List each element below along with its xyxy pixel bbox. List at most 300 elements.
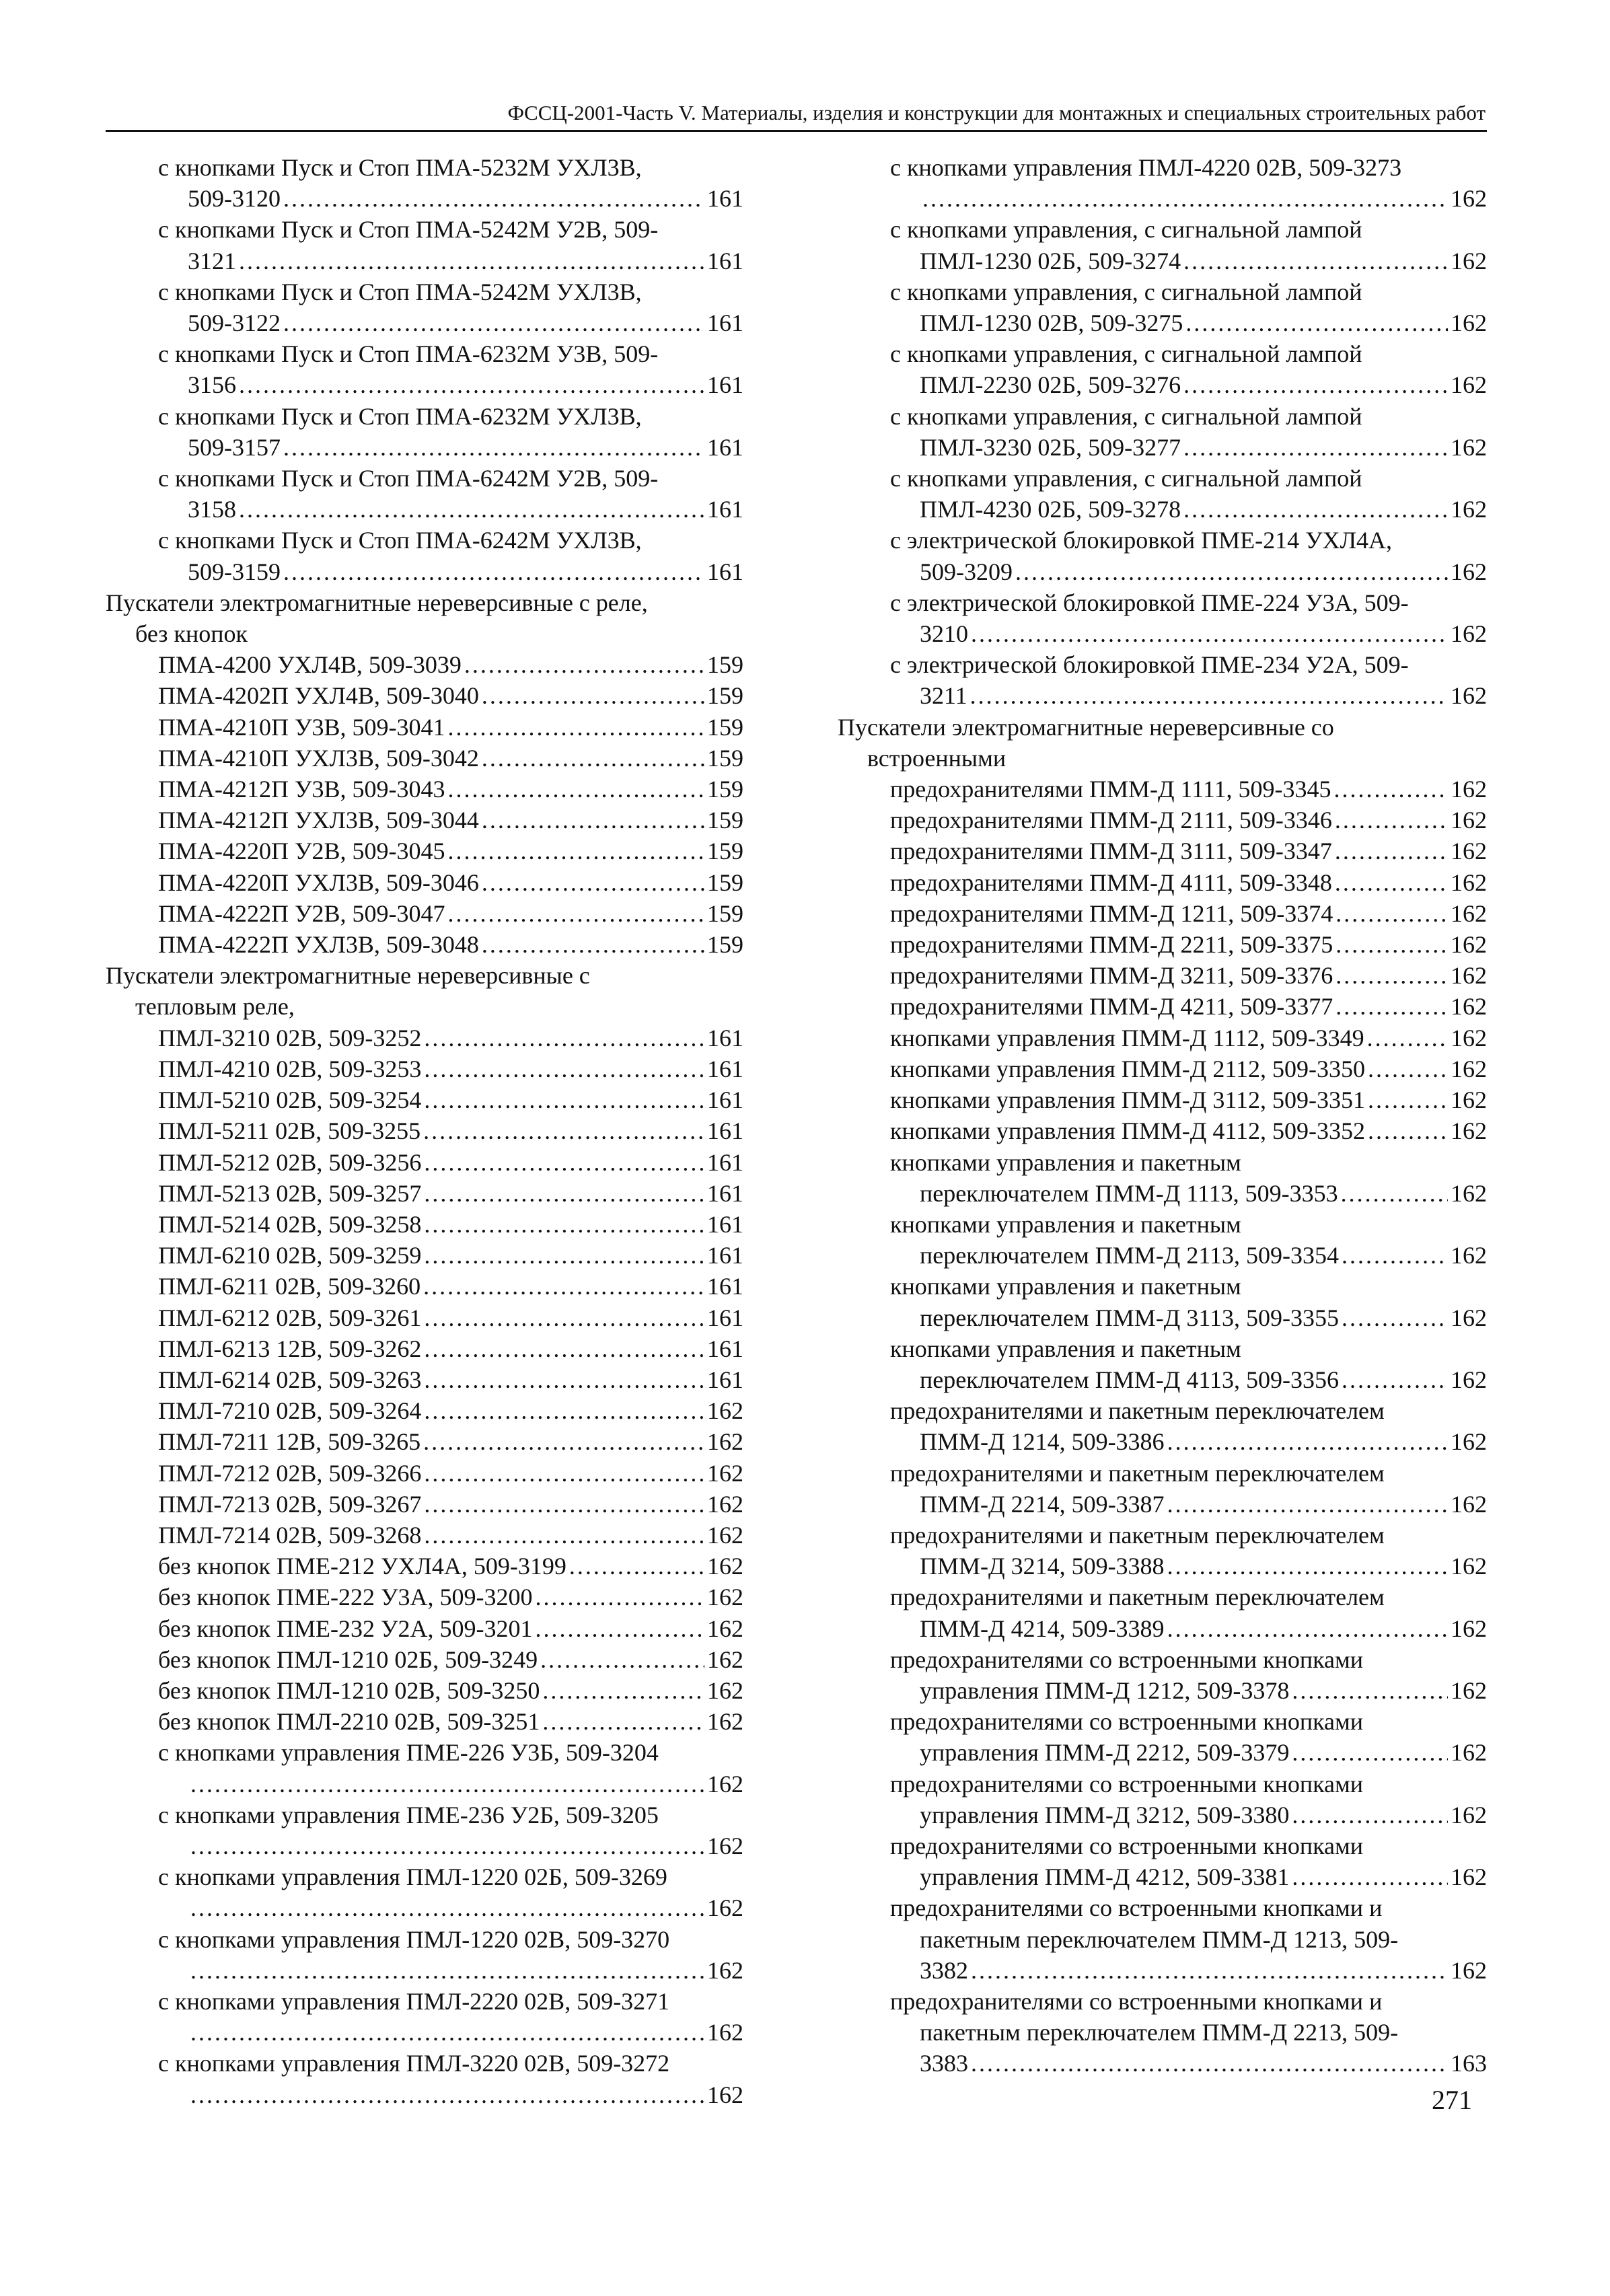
dot-leader: [1167, 1426, 1448, 1457]
entry-line: [158, 276, 743, 307]
index-entry: [838, 338, 1487, 400]
running-header: ФССЦ-2001-Часть V. Материалы, изделия и конструкции для монтажных и специальных строительных работ: [507, 101, 1486, 124]
entry-text-cont: тепловым реле,: [135, 993, 295, 1021]
entry-line: [158, 1800, 743, 1830]
entry-line: [158, 743, 743, 774]
entry-continuation: [890, 556, 1487, 587]
index-entry: [106, 1924, 743, 1986]
entry-line: [158, 1395, 743, 1426]
index-entry: [106, 525, 743, 587]
entry-text: с кнопками Пуск и Стоп ПМА-6242М У2В, 509-: [158, 465, 659, 492]
entry-line: [158, 152, 743, 183]
entry-line: [158, 1924, 743, 1955]
entry-text-cont: 509-3157: [188, 433, 281, 461]
dot-leader: [1335, 991, 1448, 1022]
entry-text-cont: управления ПММ-Д 3212, 509-3380: [920, 1801, 1290, 1828]
entry-continuation: [838, 743, 1487, 774]
entry-text: ПМА-4200 УХЛ4В, 509-3039: [158, 651, 462, 679]
page-number: 271: [1432, 2085, 1472, 2115]
index-entry: [838, 774, 1487, 805]
dot-leader: [970, 680, 1448, 711]
page-ref: 162: [1451, 931, 1487, 959]
entry-continuation: [890, 1924, 1487, 1955]
entry-text-cont: управления ПММ-Д 4212, 509-3381: [920, 1863, 1290, 1891]
index-entry: [838, 1520, 1487, 1582]
dot-leader: [447, 836, 704, 866]
entry-text-cont: 509-3122: [188, 309, 281, 337]
index-entry: [106, 1986, 743, 2048]
entry-continuation: [158, 307, 743, 338]
entry-line: [158, 1147, 743, 1178]
dot-leader: [1335, 960, 1448, 991]
entry-line: [890, 1271, 1487, 1302]
index-entry: [838, 836, 1487, 866]
entry-text: с кнопками управления, с сигнальной лампой: [890, 340, 1362, 368]
dot-leader: [1167, 1613, 1448, 1644]
entry-line: [158, 1364, 743, 1395]
entry-text: с кнопками управления ПМЛ-1220 02В, 509-3270: [158, 1925, 670, 1953]
page-ref: 162: [707, 1397, 743, 1425]
dot-leader: [447, 712, 704, 743]
index-entry: [106, 1737, 743, 1799]
entry-line: [890, 836, 1487, 866]
index-column-right: [838, 152, 1487, 2079]
entry-text: предохранителями ПММ-Д 4211, 509-3377: [890, 993, 1333, 1021]
page-ref: 162: [1451, 899, 1487, 927]
entry-line: [158, 1271, 743, 1302]
entry-text: предохранителями ПММ-Д 3111, 509-3347: [890, 838, 1332, 865]
entry-text: ПМА-4222П УХЛ3В, 509-3048: [158, 931, 479, 959]
entry-text-cont: ПМЛ-4230 02Б, 509-3278: [920, 496, 1181, 523]
entry-text: ПМЛ-5214 02В, 509-3258: [158, 1210, 422, 1238]
index-entry: [106, 338, 743, 400]
index-entry: [838, 1333, 1487, 1395]
dot-leader: [423, 1426, 704, 1457]
entry-line: [890, 1644, 1487, 1675]
entry-line: [890, 1706, 1487, 1737]
dot-leader: [482, 743, 704, 774]
index-entry: [838, 1209, 1487, 1271]
entry-text: ПМА-4212П УХЛ3В, 509-3044: [158, 807, 479, 834]
entry-line: [890, 1084, 1487, 1115]
entry-text: ПМЛ-5213 02В, 509-3257: [158, 1179, 422, 1207]
entry-line: [890, 338, 1487, 369]
entry-text: с кнопками управления ПМЛ-1220 02Б, 509-3269: [158, 1863, 667, 1891]
entry-text: предохранителями и пакетным переключателем: [890, 1584, 1385, 1611]
entry-line: [158, 1426, 743, 1457]
page-ref: 162: [707, 1708, 743, 1736]
page-ref: 161: [707, 1242, 743, 1269]
entry-text: предохранителями ПММ-Д 1111, 509-3345: [890, 776, 1331, 803]
entry-continuation: [890, 1861, 1487, 1892]
index-entry: [838, 1023, 1487, 1053]
page-ref: 162: [1451, 1676, 1487, 1704]
entry-continuation: [890, 183, 1487, 214]
dot-leader: [424, 1147, 704, 1178]
entry-text: ПМЛ-6212 02В, 509-3261: [158, 1304, 422, 1331]
index-entry: [838, 649, 1487, 711]
index-entry: [838, 991, 1487, 1022]
dot-leader: [1368, 1053, 1448, 1084]
index-entry: [106, 401, 743, 463]
dot-leader: [1335, 867, 1448, 898]
entry-text: предохранителями и пакетным переключателем: [890, 1521, 1385, 1549]
page-ref: 161: [707, 185, 743, 213]
entry-line: [890, 214, 1487, 245]
entry-text: ПМА-4202П УХЛ4В, 509-3040: [158, 682, 479, 710]
page-ref: 162: [1451, 496, 1487, 523]
page-ref: 162: [1451, 247, 1487, 274]
entry-line: [890, 1769, 1487, 1800]
entry-continuation: [890, 1426, 1487, 1457]
dot-leader: [283, 183, 704, 214]
entry-text-cont: 3121: [188, 247, 236, 274]
page-ref: 161: [707, 1086, 743, 1114]
dot-leader: [1292, 1737, 1448, 1768]
dot-leader: [424, 1023, 704, 1053]
index-entry: [106, 1520, 743, 1551]
entry-line: [890, 401, 1487, 432]
index-entry: [838, 1115, 1487, 1146]
entry-text-cont: ПММ-Д 1214, 509-3386: [920, 1428, 1165, 1456]
dot-leader: [190, 1892, 704, 1923]
entry-line: [158, 1240, 743, 1271]
entry-text: без кнопок ПМЕ-222 У3А, 509-3200: [158, 1584, 533, 1611]
entry-text: предохранителями ПММ-Д 4111, 509-3348: [890, 868, 1332, 896]
entry-line: [106, 587, 743, 618]
entry-continuation: [890, 246, 1487, 276]
entry-continuation: [890, 680, 1487, 711]
index-entry: [106, 1644, 743, 1675]
entry-text-cont: 509-3159: [188, 558, 281, 585]
entry-line: [158, 1302, 743, 1333]
entry-line: [890, 898, 1487, 929]
dot-leader: [424, 1489, 704, 1520]
dot-leader: [1167, 1551, 1448, 1582]
entry-line: [890, 152, 1487, 183]
page-ref: 161: [707, 1273, 743, 1300]
dot-leader: [1342, 1302, 1448, 1333]
dot-leader: [283, 307, 704, 338]
index-entry: [838, 929, 1487, 960]
dot-leader: [922, 183, 1448, 214]
entry-text: предохранителями со встроенными кнопками: [890, 1645, 1364, 1673]
entry-line: [890, 991, 1487, 1022]
entry-line: [158, 1520, 743, 1551]
entry-text-cont: ПМЛ-3230 02Б, 509-3277: [920, 433, 1181, 461]
entry-text-cont: 3210: [920, 620, 968, 648]
index-entry: [106, 1147, 743, 1178]
entry-text: ПМЛ-7212 02В, 509-3266: [158, 1459, 422, 1487]
entry-text: предохранителями со встроенными кнопками и: [890, 1894, 1383, 1922]
page-ref: 162: [707, 1615, 743, 1642]
dot-leader: [1183, 432, 1448, 463]
index-entry: [106, 743, 743, 774]
entry-continuation: [158, 432, 743, 463]
dot-leader: [482, 867, 704, 898]
entry-line: [158, 2048, 743, 2079]
entry-text: с электрической блокировкой ПМЕ-214 УХЛ4А,: [890, 527, 1393, 554]
entry-text: предохранителями со встроенными кнопками и: [890, 1987, 1383, 2015]
entry-continuation: [890, 1955, 1487, 1986]
page-ref: 162: [707, 1832, 743, 1859]
index-entry: [106, 463, 743, 525]
index-entry: [106, 1800, 743, 1861]
dot-leader: [1292, 1800, 1448, 1830]
page-ref: 161: [707, 433, 743, 461]
dot-leader: [424, 1520, 704, 1551]
entry-line: [158, 649, 743, 680]
index-entry: [106, 1675, 743, 1706]
entry-text: кнопками управления и пакетным: [890, 1148, 1241, 1176]
entry-text-cont: ПМЛ-1230 02В, 509-3275: [920, 309, 1183, 337]
index-entry: [106, 1489, 743, 1520]
dot-leader: [424, 1084, 704, 1115]
dot-leader: [464, 649, 704, 680]
entry-text: ПМЛ-3210 02В, 509-3252: [158, 1024, 422, 1051]
entry-line: [890, 929, 1487, 960]
index-entry: [106, 1706, 743, 1737]
entry-continuation: [890, 432, 1487, 463]
page-ref: 162: [1451, 1242, 1487, 1269]
dot-leader: [424, 1333, 704, 1364]
entry-continuation: [158, 2017, 743, 2048]
entry-text-cont: 3158: [188, 496, 236, 523]
entry-continuation: [890, 1551, 1487, 1582]
dot-leader: [535, 1582, 704, 1613]
dot-leader: [971, 618, 1448, 649]
page-ref: 162: [1451, 1086, 1487, 1114]
entry-text-cont: переключателем ПММ-Д 1113, 509-3353: [920, 1179, 1338, 1207]
index-entry: [106, 1613, 743, 1644]
index-entry: [838, 1084, 1487, 1115]
entry-text: предохранителями и пакетным переключателем: [890, 1397, 1385, 1425]
entry-continuation: [890, 2048, 1487, 2079]
dot-leader: [190, 1830, 704, 1861]
dot-leader: [190, 2017, 704, 2048]
page-ref: 162: [707, 1676, 743, 1704]
index-entry: [838, 1986, 1487, 2079]
page-ref: 161: [707, 309, 743, 337]
index-entry: [106, 1209, 743, 1240]
index-entry: [106, 1023, 743, 1053]
entry-continuation: [158, 1955, 743, 1986]
entry-line: [158, 1582, 743, 1613]
page-ref: 162: [707, 1521, 743, 1549]
entry-continuation: [890, 618, 1487, 649]
index-heading: [106, 960, 743, 1022]
page-ref: 162: [707, 1584, 743, 1611]
dot-leader: [283, 556, 704, 587]
entry-continuation: [890, 1613, 1487, 1644]
entry-text: ПМЛ-6214 02В, 509-3263: [158, 1366, 422, 1393]
dot-leader: [1015, 556, 1448, 587]
dot-leader: [447, 898, 704, 929]
page-ref: 159: [707, 931, 743, 959]
entry-text: кнопками управления ПММ-Д 1112, 509-3349: [890, 1024, 1364, 1051]
entry-line: [890, 1147, 1487, 1178]
page-ref: 162: [707, 1459, 743, 1487]
page-ref: 162: [1451, 1739, 1487, 1767]
entry-line: [158, 898, 743, 929]
dot-leader: [424, 1209, 704, 1240]
entry-text: кнопками управления ПММ-Д 2112, 509-3350: [890, 1055, 1366, 1082]
entry-line: [890, 1209, 1487, 1240]
index-entry: [106, 680, 743, 711]
index-entry: [106, 805, 743, 836]
index-entry: [106, 1551, 743, 1582]
index-entry: [838, 1769, 1487, 1830]
entry-text: кнопками управления и пакетным: [890, 1335, 1241, 1362]
entry-line: [890, 867, 1487, 898]
entry-line: [890, 1520, 1487, 1551]
entry-text: с кнопками управления ПМЕ-226 У3Б, 509-3204: [158, 1739, 659, 1767]
dot-leader: [1335, 836, 1448, 866]
dot-leader: [569, 1551, 704, 1582]
entry-line: [158, 1644, 743, 1675]
entry-text: ПМА-4210П У3В, 509-3041: [158, 713, 445, 741]
entry-line: [890, 1986, 1487, 2017]
entry-text: с кнопками управления, с сигнальной лампой: [890, 465, 1362, 492]
entry-text: с кнопками Пуск и Стоп ПМА-6232М У3В, 509-: [158, 340, 659, 368]
dot-leader: [424, 1364, 704, 1395]
index-entry: [106, 1053, 743, 1084]
entry-line: [158, 712, 743, 743]
entry-line: [158, 1333, 743, 1364]
page-ref: 161: [707, 1055, 743, 1082]
entry-text: с кнопками управления ПМЛ-4220 02В, 509-3273: [890, 154, 1402, 181]
page-ref: 159: [707, 899, 743, 927]
entry-continuation: [890, 307, 1487, 338]
page-ref: 162: [707, 2019, 743, 2046]
index-entry: [106, 1458, 743, 1489]
dot-leader: [283, 432, 704, 463]
entry-continuation: [158, 1769, 743, 1800]
entry-text-cont: 509-3120: [188, 185, 281, 213]
index-entry: [106, 1333, 743, 1364]
dot-leader: [239, 369, 704, 400]
page-ref: 162: [1451, 1801, 1487, 1828]
entry-text: предохранителями и пакетным переключателем: [890, 1459, 1385, 1487]
dot-leader: [1167, 1489, 1448, 1520]
index-entry: [838, 401, 1487, 463]
page-ref: 159: [707, 744, 743, 772]
dot-leader: [424, 1395, 704, 1426]
dot-leader: [1183, 246, 1448, 276]
entry-text: с кнопками Пуск и Стоп ПМА-5232М УХЛ3В,: [158, 154, 642, 181]
index-entry: [106, 836, 743, 866]
page-ref: 162: [1451, 1117, 1487, 1145]
entry-line: [158, 867, 743, 898]
page-ref: 159: [707, 651, 743, 679]
entry-text: кнопками управления ПММ-Д 4112, 509-3352: [890, 1117, 1366, 1145]
entry-continuation: [158, 2079, 743, 2110]
entry-line: [890, 960, 1487, 991]
entry-continuation: [158, 494, 743, 525]
index-entry: [106, 774, 743, 805]
index-entry: [838, 805, 1487, 836]
entry-text: ПМЛ-5211 02В, 509-3255: [158, 1117, 421, 1145]
page-ref: 162: [1451, 309, 1487, 337]
dot-leader: [1185, 307, 1448, 338]
entry-text-cont: 3211: [920, 682, 967, 710]
dot-leader: [1367, 1023, 1448, 1053]
page-ref: 161: [707, 1335, 743, 1362]
entry-line: [158, 1209, 743, 1240]
dot-leader: [1292, 1861, 1448, 1892]
entry-text-cont: пакетным переключателем ПММ-Д 2213, 509-: [920, 2019, 1399, 2046]
entry-text-cont: переключателем ПММ-Д 3113, 509-3355: [920, 1304, 1340, 1331]
entry-text: с электрической блокировкой ПМЕ-234 У2А, 509-: [890, 651, 1409, 679]
entry-text-cont: ПМЛ-1230 02Б, 509-3274: [920, 247, 1181, 274]
index-entry: [106, 276, 743, 338]
page-ref: 161: [707, 371, 743, 399]
index-entry: [106, 867, 743, 898]
entry-line: [158, 1458, 743, 1489]
entry-line: [890, 1582, 1487, 1613]
entry-continuation: [890, 494, 1487, 525]
page-ref: 162: [1451, 993, 1487, 1021]
index-entry: [106, 929, 743, 960]
page-ref: 162: [1451, 1553, 1487, 1580]
entry-text: с кнопками управления, с сигнальной лампой: [890, 278, 1362, 305]
entry-text-cont: ПММ-Д 4214, 509-3389: [920, 1615, 1165, 1642]
entry-line: [158, 214, 743, 245]
entry-text: кнопками управления и пакетным: [890, 1273, 1241, 1300]
index-entry: [838, 587, 1487, 649]
dot-leader: [424, 1458, 704, 1489]
entry-text: с кнопками управления ПМЕ-236 У2Б, 509-3205: [158, 1801, 659, 1828]
index-entry: [838, 1892, 1487, 1986]
page-ref: 161: [707, 558, 743, 585]
entry-line: [890, 1333, 1487, 1364]
index-entry: [106, 214, 743, 276]
entry-continuation: [890, 1364, 1487, 1395]
page-ref: 162: [1451, 1956, 1487, 1984]
entry-text: с кнопками Пуск и Стоп ПМА-5242М У2В, 509-: [158, 216, 659, 244]
entry-text: ПМЛ-7213 02В, 509-3267: [158, 1490, 422, 1518]
entry-text: с кнопками Пуск и Стоп ПМА-6232М УХЛ3В,: [158, 402, 642, 430]
page-ref: 162: [1451, 1490, 1487, 1518]
entry-continuation: [890, 1178, 1487, 1209]
index-entry: [106, 1582, 743, 1613]
entry-continuation: [890, 1240, 1487, 1271]
dot-leader: [971, 2048, 1448, 2079]
page-ref: 162: [1451, 558, 1487, 585]
dot-leader: [1342, 1364, 1448, 1395]
index-entry: [106, 152, 743, 214]
page-ref: 159: [707, 713, 743, 741]
page-ref: 162: [1451, 868, 1487, 896]
entry-continuation: [158, 556, 743, 587]
dot-leader: [482, 929, 704, 960]
entry-line: [158, 1986, 743, 2017]
entry-line: [158, 929, 743, 960]
page-ref: 161: [707, 1304, 743, 1331]
entry-text: Пускатели электромагнитные нереверсивные со: [838, 713, 1334, 741]
dot-leader: [540, 1644, 704, 1675]
dot-leader: [971, 1955, 1448, 1986]
page-ref: 161: [707, 1024, 743, 1051]
page-ref: 159: [707, 682, 743, 710]
entry-text: без кнопок ПМЕ-212 УХЛ4А, 509-3199: [158, 1553, 566, 1580]
entry-text: с кнопками управления, с сигнальной лампой: [890, 216, 1362, 244]
entry-continuation: [890, 2017, 1487, 2048]
page-ref: 161: [707, 247, 743, 274]
entry-text-cont: переключателем ПММ-Д 2113, 509-3354: [920, 1242, 1340, 1269]
entry-line: [158, 774, 743, 805]
entry-text-cont: управления ПММ-Д 1212, 509-3378: [920, 1676, 1290, 1704]
